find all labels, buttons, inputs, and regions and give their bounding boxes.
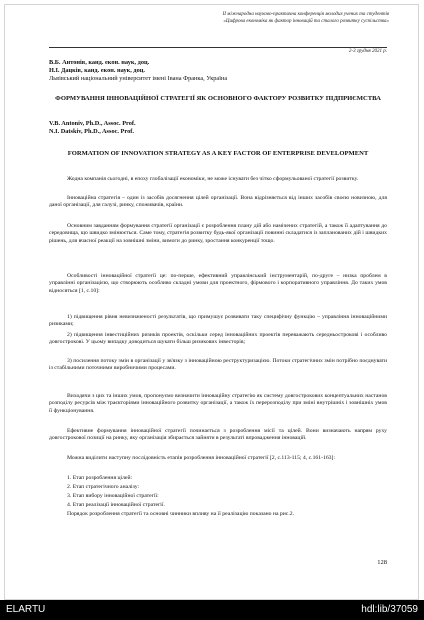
paragraph-7: Можна виділити наступну послідовність етапів розроблення інноваційної стратегії [2, с.113-115; 4, с.161-163]: [67,455,335,461]
stage-3: 3. Етап вибору інноваційної стратегії: [67,493,159,499]
stage-2: 2. Етап стратегічного аналізу: [67,484,140,490]
author-en-2: N.I. Datskiv, Ph.D., Assoc. Prof. [49,128,134,135]
footer-repository-name: ELARTU [6,604,46,615]
paragraph-1: Жодна компанія сьогодні, в епоху глобалізації економіки, не може існувати без чітко сформульованої стратегії розвитку. [67,176,359,182]
paragraph-5: Виходячи з цих та інших умов, пропонуємо визначити інноваційну стратегію як систему довгострокових концептуальних настанов розподілу ресурсів між траєкторіями інноваційного розвитку організації, а також їх перерозподілу при зміні внутрішніх і зовнішніх умов її функціонування. [49,393,387,414]
author-uk-1: В.Б. Антонів, канд. екон. наук, доц. [49,59,150,66]
affiliation: Львівський національний університет імені Івана Франка, Україна [49,75,228,82]
repository-footer [0,600,424,620]
paragraph-2: Інноваційна стратегія – один із засобів досягнення цілей організації. Вона відрізняється від інших засобів своєю новизною, для даної організації, для галузі, ринку, споживачів, країни. [49,195,387,209]
page-number: 128 [377,559,387,566]
footer-handle-link[interactable]: hdl:lib/37059 [361,604,418,615]
paragraph-8: Порядок розроблення стратегії та основні чинники впливу на її реалізацію показано на рис.2. [67,511,295,517]
running-header [155,11,389,25]
author-en-1: V.B. Antoniv, Ph.D., Assoc. Prof. [49,120,136,127]
condition-2: 2) підвищення інвестиційних ризиків проектів, оскільки серед інноваційних проектів переважають середньострокові і особливо довгострокові. У цьому випадку доводиться шукати більш ризикових інвесторів; [49,332,387,346]
paragraph-4: Особливості інноваційної стратегії це: по-перше, ефективний управлінський інструментарій, по-друге – низка проблем в управлінні організацією, що створюють особливо складні умови для проектного, фірмового і корпоративного управління. До таких умов відносяться [1, с.10]: [49,273,387,294]
condition-1: 1) підвищення рівня невизначеності результатів, що примушує розвивати таку специфічну функцію – управління інноваційними ризиками; [49,314,387,328]
paragraph-6: Ефективне формування інноваційної стратегії починається з розроблення місії та цілей. Вони визначають напрям руху довгострокової позиції на ринку, яку організація збирається зайняти в результаті впровадження інновацій. [49,428,387,442]
header-date: 2-3 грудня 2021 р. [348,49,387,54]
title-uk: ФОРМУВАННЯ ІННОВАЦІЙНОЇ СТРАТЕГІЇ ЯК ОСНОВНОГО ФАКТОРУ РОЗВИТКУ ПІДПРИЄМСТВА [55,95,381,102]
header-line-2: «Цифрова економіка як фактор інновацій та сталого розвитку суспільства» [223,19,389,24]
header-line-1: ІІ міжнародна науково-практична конференція молодих учених та студентів [222,12,389,17]
paper-page [4,4,419,600]
paragraph-3: Основним завданням формування стратегії організації є розроблення плану дій або намічених стратегій, а також її адаптування до середовища, що швидко змінюється. Саме тому, стратегія розвитку будь-якої організації повинні складатися із запланованих дій і швидких рішень, для вчасної реакції на зовнішні зміни, вимоги до ринку, зростання конкуренції тощо. [49,223,387,244]
author-uk-2: Н.І. Дацків, канд. екон. наук, доц. [49,67,145,74]
condition-3: 3) посилення потоку змін в організації у зв'язку з інноваційною реструктуризацією. Потоки стратегічних змін потрібно поєднувати із стабільними поточними виробничими процесами. [49,358,387,372]
stage-1: 1. Етап розроблення цілей: [67,475,133,481]
stage-4: 4. Етап реалізації інноваційної стратегії. [67,502,165,508]
title-en: FORMATION OF INNOVATION STRATEGY AS A KEY FACTOR OF ENTERPRISE DEVELOPMENT [67,150,369,157]
